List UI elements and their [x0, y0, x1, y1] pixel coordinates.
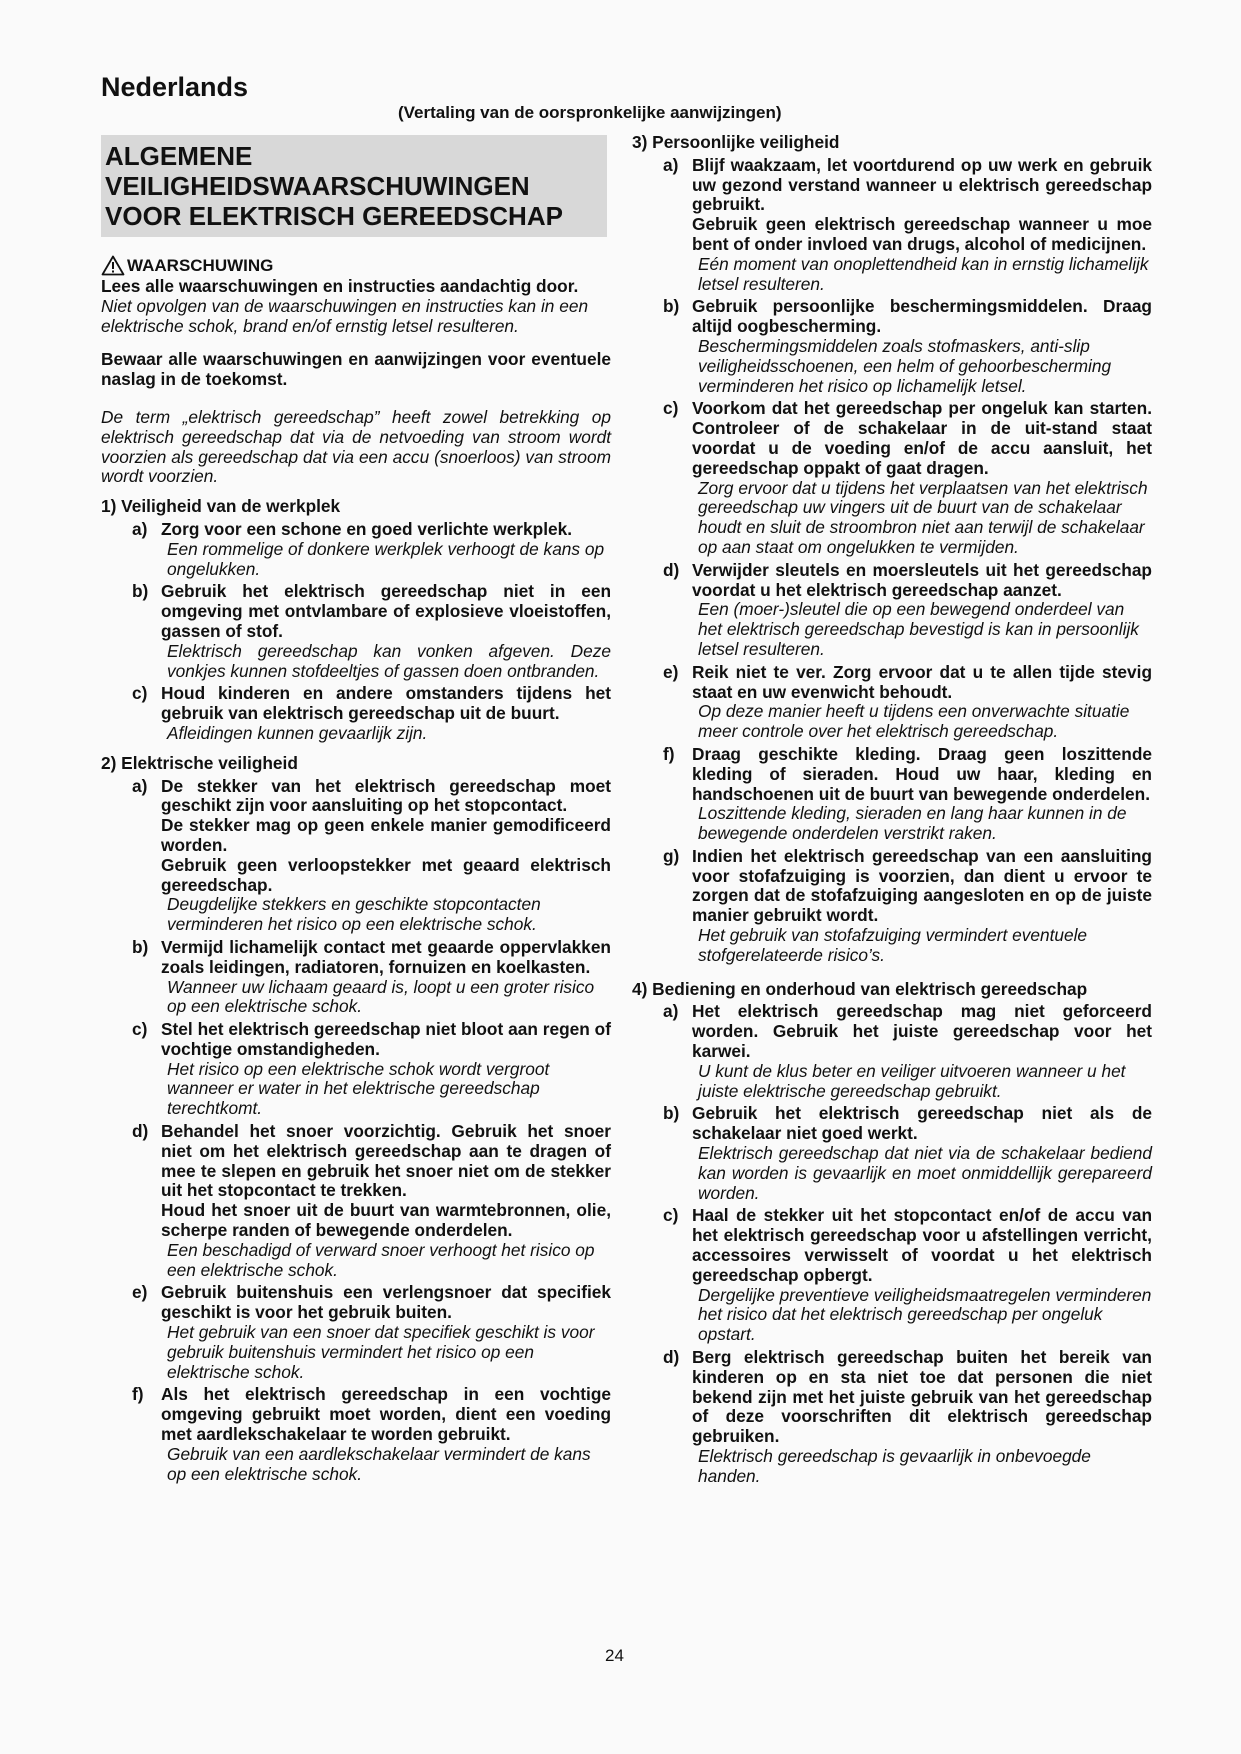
list-item	[632, 1002, 1152, 1101]
right-column	[632, 133, 1152, 1487]
item-label: g)	[663, 845, 680, 866]
section-heading: 3) Persoonlijke veiligheid	[632, 132, 840, 152]
list-item	[632, 1206, 1152, 1345]
page-number: 24	[605, 1646, 624, 1665]
item-label: a)	[132, 775, 148, 796]
item-note: Beschermingsmiddelen zoals stofmaskers, anti-slip veiligheidsschoenen, een helm of gehoorbescherming verminderen het risico op lichamelijk letsel.	[698, 335, 1112, 396]
item-label: d)	[663, 1347, 680, 1368]
list-item	[101, 938, 611, 1017]
item-note: Een (moer-)sleutel die op een bewegend onderdeel van het elektrisch gereedschap bevestigd is kan in persoonlijk letsel resulteren.	[698, 599, 1139, 659]
list-item	[632, 297, 1152, 396]
item-label: e)	[663, 661, 679, 682]
list-item	[101, 1385, 611, 1484]
item-instruction: Berg elektrisch gereedschap buiten het bereik van kinderen op en sta niet toe dat personen die niet bekend zijn met het juiste gebruik van het gereedschap of deze voorschriften dit elektrisch gereedschap gebruiken.	[692, 1347, 1152, 1447]
section-4	[632, 980, 1152, 1487]
item-label: a)	[663, 154, 679, 175]
item-label: d)	[132, 1121, 149, 1142]
section-3	[632, 133, 1152, 966]
item-note: Elektrisch gereedschap is gevaarlijk in onbevoegde handen.	[698, 1446, 1091, 1486]
list-item	[101, 520, 611, 579]
left-column	[101, 135, 611, 1484]
list-item	[632, 156, 1152, 295]
list-item	[632, 1348, 1152, 1487]
warning-read-text: Lees alle waarschuwingen en instructies aandachtig door.	[101, 276, 579, 296]
item-instruction: Gebruik persoonlijke beschermingsmiddelen. Draag altijd oogbescherming.	[692, 296, 1152, 337]
item-label: f)	[663, 743, 675, 764]
item-instruction: Gebruik geen elektrisch gereedschap wanneer u moe bent of onder invloed van drugs, alcohol of medicijnen.	[692, 214, 1152, 254]
item-note: Het gebruik van stofafzuiging vermindert eventuele stofgerelateerde risico’s.	[698, 925, 1088, 965]
item-instruction: Zorg voor een schone en goed verlichte werkplek.	[161, 518, 573, 539]
item-note: Eén moment van onoplettendheid kan in ernstig lichamelijk letsel resulteren.	[698, 253, 1149, 294]
list-item	[101, 582, 611, 681]
item-instruction: Voorkom dat het gereedschap per ongeluk kan starten. Controleer of de schakelaar in de uit-stand staat voordat u de voeding en/of de accu aansluit, het gereedschap oppakt of gaat dragen.	[692, 398, 1152, 478]
item-note: Zorg ervoor dat u tijdens het verplaatsen van het elektrisch gereedschap uw vingers uit de buurt van de schakelaar houdt en sluit de stroombron niet aan terwijl de schakelaar op aan staat om ongelukken te vermijden.	[698, 477, 1148, 557]
list-item	[632, 1104, 1152, 1203]
list-item	[632, 745, 1152, 844]
item-instruction: Gebruik geen verloopstekker met geaard elektrisch gereedschap.	[161, 854, 611, 895]
item-label: f)	[132, 1384, 144, 1405]
section-2	[101, 754, 611, 1485]
item-note: Gebruik van een aardlekschakelaar vermindert de kans op een elektrische schok.	[167, 1443, 591, 1484]
item-note: Loszittende kleding, sieraden en lang haar kunnen in de bewegende onderdelen verstrikt raken.	[698, 803, 1127, 844]
item-note: Wanneer uw lichaam geaard is, loopt u een groter risico op een elektrische schok.	[167, 976, 595, 1017]
item-instruction: Gebruik het elektrisch gereedschap niet als de schakelaar niet goed werkt.	[692, 1103, 1152, 1144]
item-label: b)	[663, 1103, 680, 1124]
language-heading: Nederlands	[101, 72, 249, 102]
item-instruction: Verwijder sleutels en moersleutels uit het gereedschap voordat u het elektrisch gereedschap aanzet.	[692, 559, 1152, 600]
list-item	[632, 847, 1152, 966]
item-note: Een rommelige of donkere werkplek verhoogt de kans op ongelukken.	[167, 538, 605, 579]
item-note: Afleidingen kunnen gevaarlijk zijn.	[167, 722, 428, 743]
list-item	[101, 1020, 611, 1119]
item-note: Op deze manier heeft u tijdens een onverwachte situatie meer controle over het elektrisch gereedschap.	[698, 701, 1130, 742]
item-instruction: Houd het snoer uit de buurt van warmtebronnen, olie, scherpe randen of bewegende onderdelen.	[161, 1200, 611, 1241]
list-item	[101, 777, 611, 935]
item-label: e)	[132, 1282, 148, 1303]
section-heading: 1) Veiligheid van de werkplek	[101, 496, 341, 517]
item-note: Dergelijke preventieve veiligheidsmaatregelen verminderen het risico dat het elektrisch gereedschap per ongeluk opstart.	[698, 1284, 1152, 1345]
item-instruction: Draag geschikte kleding. Draag geen loszittende kleding of sieraden. Houd uw haar, kleding en handschoenen uit de buurt van bewegende onderdelen.	[692, 743, 1152, 804]
item-instruction: Houd kinderen en andere omstanders tijdens het gebruik van elektrisch gereedschap uit de buurt.	[161, 683, 611, 724]
item-label: a)	[663, 1001, 679, 1022]
item-instruction: Blijf waakzaam, let voortdurend op uw werk en gebruik uw gezond verstand wanneer u elektrisch gereedschap gebruikt.	[692, 154, 1152, 215]
item-label: c)	[132, 683, 148, 704]
item-note: Deugdelijke stekkers en geschikte stopcontacten verminderen het risico op een elektrische schok.	[167, 894, 541, 935]
term-definition-text: De term „elektrisch gereedschap” heeft zowel betrekking op elektrisch gereedschap dat via de netvoeding van stroom wordt voorzien als gereedschap dat via een accu (snoerloos) van stroom wordt voorzien.	[101, 406, 611, 487]
item-label: b)	[663, 296, 680, 317]
list-item	[101, 1283, 611, 1382]
item-instruction: Indien het elektrisch gereedschap van een aansluiting voor stofafzuiging is voorzien, dan dient u ervoor te zorgen dat de stofafzuiging aangesloten en op de juiste manier gebruikt wordt.	[692, 845, 1152, 926]
item-instruction: Stel het elektrisch gereedschap niet bloot aan regen of vochtige omstandigheden.	[161, 1019, 611, 1059]
section-heading: 2) Elektrische veiligheid	[101, 752, 298, 773]
translation-subtitle: (Vertaling van de oorspronkelijke aanwijzingen)	[398, 103, 782, 122]
item-label: c)	[132, 1019, 148, 1040]
section-1	[101, 497, 611, 744]
list-item	[101, 1122, 611, 1280]
item-instruction: De stekker mag op geen enkele manier gemodificeerd worden.	[161, 815, 611, 855]
item-instruction: Reik niet te ver. Zorg ervoor dat u te allen tijde stevig staat en uw evenwicht behoudt.	[692, 661, 1152, 702]
item-note: Het gebruik van een snoer dat specifiek geschikt is voor gebruik buitenshuis vermindert het risico op een elektrische schok.	[167, 1322, 595, 1382]
item-instruction: De stekker van het elektrisch gereedschap moet geschikt zijn voor aansluiting op het stopcontact.	[161, 775, 611, 816]
item-instruction: Als het elektrisch gereedschap in een vochtige omgeving gebruikt moet worden, dient een voeding met aardlekschakelaar te worden gebruikt.	[161, 1384, 611, 1445]
item-note: Elektrisch gereedschap kan vonken afgeven. Deze vonkjes kunnen stofdeeltjes of gassen doen ontbranden.	[167, 640, 611, 681]
list-item	[632, 399, 1152, 557]
page-title: ALGEMENE VEILIGHEIDSWAARSCHUWINGEN VOOR ELEKTRISCH GEREEDSCHAP	[101, 135, 607, 237]
item-label: d)	[663, 559, 680, 580]
item-instruction: Vermijd lichamelijk contact met geaarde oppervlakken zoals leidingen, radiatoren, fornuizen en koelkasten.	[161, 936, 611, 977]
warning-triangle-icon	[101, 255, 125, 276]
list-item	[101, 684, 611, 743]
warning-label: WAARSCHUWING	[127, 255, 274, 275]
item-note: Elektrisch gereedschap dat niet via de schakelaar bediend kan worden is gevaarlijk en moet onmiddellijk gerepareerd worden.	[698, 1143, 1152, 1203]
item-label: c)	[663, 398, 679, 419]
item-label: b)	[132, 936, 149, 957]
item-instruction: Het elektrisch gereedschap mag niet geforceerd worden. Gebruik het juiste gereedschap voor het karwei.	[692, 1001, 1152, 1062]
item-instruction: Haal de stekker uit het stopcontact en/of de accu van het elektrisch gereedschap voor u afstellingen verricht, accessoires verwisselt of voordat u het elektrisch gereedschap opbergt.	[692, 1205, 1152, 1285]
item-note: Het risico op een elektrische schok wordt vergroot wanneer er water in het elektrische gereedschap terechtkomt.	[167, 1058, 550, 1119]
item-note: Een beschadigd of verward snoer verhoogt het risico op een elektrische schok.	[167, 1239, 595, 1280]
item-label: a)	[132, 518, 148, 539]
list-item	[632, 663, 1152, 742]
item-label: b)	[132, 581, 149, 602]
section-heading: 4) Bediening en onderhoud van elektrisch gereedschap	[632, 978, 1088, 999]
warning-heading	[101, 255, 611, 276]
item-instruction: Gebruik het elektrisch gereedschap niet in een omgeving met ontvlambare of explosieve vloeistoffen, gassen of stof.	[161, 581, 611, 641]
warning-consequence-text: Niet opvolgen van de waarschuwingen en instructies kan in een elektrische schok, brand en/of ernstig letsel resulteren.	[101, 295, 589, 336]
keep-instructions-text: Bewaar alle waarschuwingen en aanwijzingen voor eventuele naslag in de toekomst.	[101, 349, 611, 390]
item-instruction: Gebruik buitenshuis een verlengsnoer dat specifiek geschikt is voor het gebruik buiten.	[161, 1282, 611, 1323]
item-label: c)	[663, 1205, 679, 1226]
item-instruction: Behandel het snoer voorzichtig. Gebruik het snoer niet om het elektrisch gereedschap aan te dragen of mee te slepen en gebruik het snoer niet om de stekker uit het stopcontact te trekken.	[161, 1121, 611, 1201]
item-note: U kunt de klus beter en veiliger uitvoeren wanneer u het juiste elektrische gereedschap gebruikt.	[698, 1060, 1126, 1101]
list-item	[632, 561, 1152, 660]
